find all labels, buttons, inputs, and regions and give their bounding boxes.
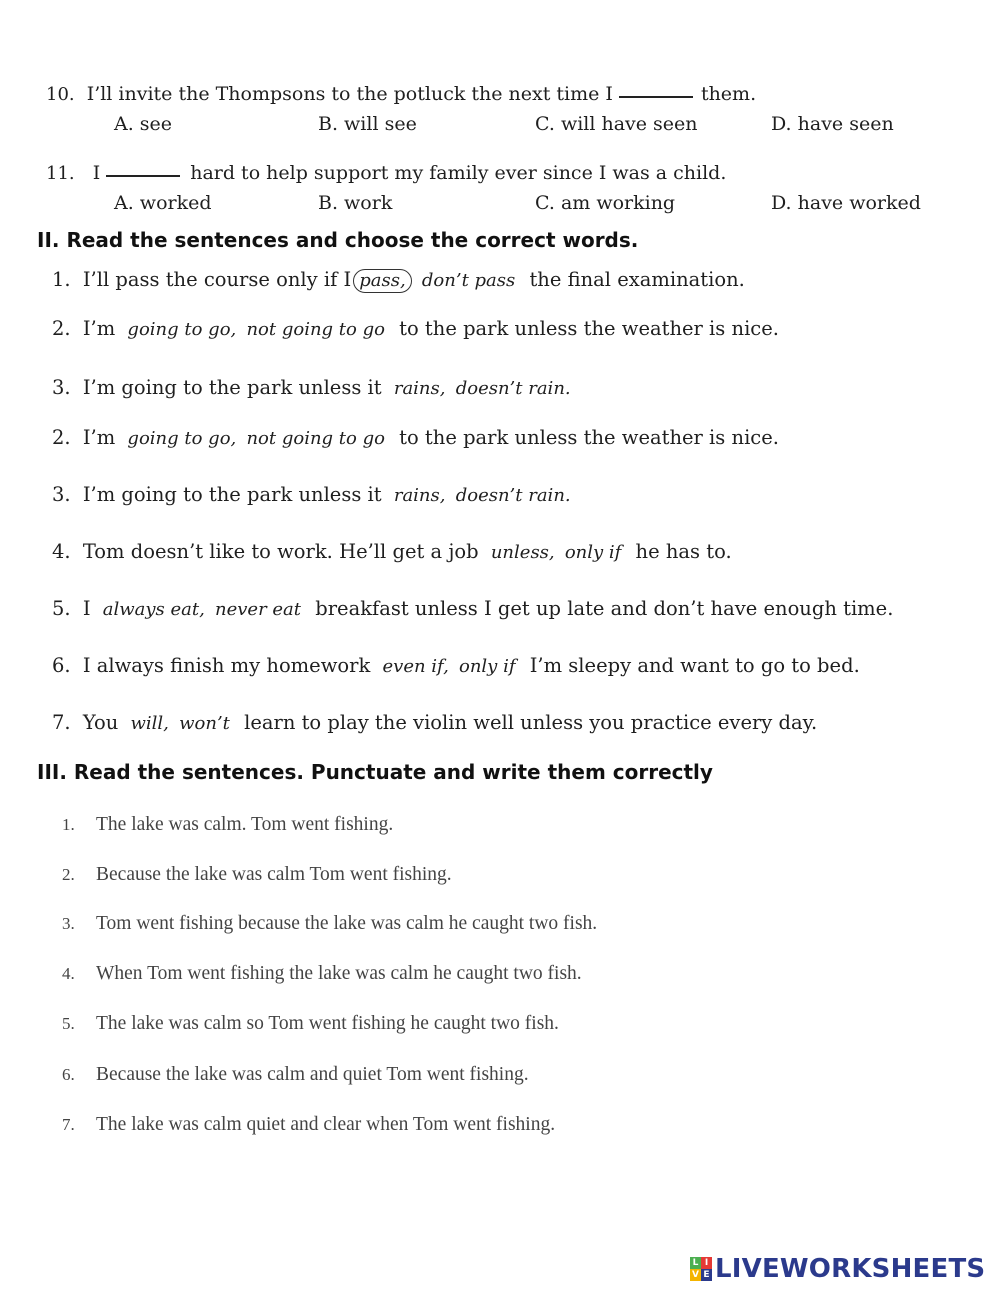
item-number: 6.: [52, 654, 71, 677]
section-2-item: [52, 654, 860, 677]
logo-letter: L: [690, 1257, 701, 1269]
choice-2[interactable]: only if: [564, 542, 622, 563]
section-2-item: [52, 426, 779, 449]
option-a[interactable]: A. see: [114, 113, 173, 135]
choice-2[interactable]: don’t pass: [421, 270, 516, 291]
item-number: 2.: [62, 865, 75, 884]
option-b[interactable]: B. will see: [318, 113, 417, 135]
section-2-item: [52, 317, 779, 340]
option-b[interactable]: B. work: [318, 192, 393, 214]
item-text-before: I’m: [82, 317, 116, 340]
item-number: 4.: [52, 540, 71, 563]
item-text-before: I always finish my homework: [82, 654, 371, 677]
section-2-item: [52, 711, 817, 734]
choice-1[interactable]: rains,: [393, 485, 446, 506]
sentence-text: Because the lake was calm and quiet Tom went fishing.: [96, 1064, 529, 1085]
section-2-item: [52, 597, 893, 620]
option-d[interactable]: D. have seen: [771, 113, 894, 135]
choice-2[interactable]: never eat: [215, 599, 302, 620]
section-3-heading: III. Read the sentences. Punctuate and write them correctly: [37, 760, 713, 784]
question-10: [46, 83, 756, 105]
section-3-item: [62, 864, 452, 886]
logo-text: LIVEWORKSHEETS: [715, 1254, 986, 1284]
choice-2[interactable]: doesn’t rain.: [455, 378, 571, 399]
sentence-text: The lake was calm. Tom went fishing.: [96, 814, 394, 835]
item-text-after: breakfast unless I get up late and don’t have enough time.: [315, 597, 894, 620]
logo-letter: E: [701, 1269, 712, 1281]
sentence-text: Because the lake was calm Tom went fishing.: [96, 864, 452, 885]
choice-1[interactable]: going to go,: [127, 428, 237, 449]
choice-2[interactable]: doesn’t rain.: [455, 485, 571, 506]
item-number: 5.: [62, 1014, 75, 1033]
item-text-before: I’ll pass the course only if I: [82, 268, 352, 291]
question-text-before: I’ll invite the Thompsons to the potluck the next time I: [86, 83, 613, 105]
item-text-before: You: [82, 711, 119, 734]
item-number: 6.: [62, 1065, 75, 1084]
item-number: 7.: [62, 1115, 75, 1134]
question-11: [46, 162, 726, 184]
choice-2[interactable]: only if: [459, 656, 516, 677]
item-text-before: I’m going to the park unless it: [82, 376, 382, 399]
section-3-item: [62, 814, 393, 836]
item-number: 2.: [52, 317, 71, 340]
answer-blank[interactable]: [106, 174, 180, 177]
item-text-after: to the park unless the weather is nice.: [399, 426, 779, 449]
choice-1[interactable]: rains,: [393, 378, 446, 399]
item-text-after: to the park unless the weather is nice.: [399, 317, 779, 340]
answer-blank[interactable]: [619, 95, 693, 98]
option-c[interactable]: C. will have seen: [535, 113, 698, 135]
item-text-before: I’m going to the park unless it: [82, 483, 382, 506]
section-3-item: [62, 963, 582, 985]
item-text-after: he has to.: [635, 540, 732, 563]
choice-1[interactable]: will,: [130, 713, 169, 734]
sentence-text: Tom went fishing because the lake was calm he caught two fish.: [96, 913, 598, 934]
section-3-item: [62, 1064, 529, 1086]
item-number: 3.: [52, 376, 71, 399]
question-text-after: hard to help support my family ever since I was a child.: [190, 162, 727, 184]
choice-2[interactable]: not going to go: [246, 428, 385, 449]
item-number: 1.: [62, 815, 75, 834]
section-2-item: [52, 268, 745, 293]
option-d[interactable]: D. have worked: [771, 192, 921, 214]
logo-letter: V: [690, 1269, 701, 1281]
item-number: 3.: [52, 483, 71, 506]
sentence-text: The lake was calm quiet and clear when Tom went fishing.: [96, 1114, 556, 1135]
question-number: 11.: [46, 163, 75, 184]
item-number: 4.: [62, 964, 75, 983]
item-text-after: the final examination.: [529, 268, 745, 291]
item-number: 1.: [52, 268, 71, 291]
choice-1[interactable]: even if,: [382, 656, 449, 677]
choice-1[interactable]: going to go,: [127, 319, 237, 340]
question-text-before: I: [92, 162, 101, 184]
section-3-item: [62, 1114, 555, 1136]
item-text-after: learn to play the violin well unless you practice every day.: [244, 711, 818, 734]
option-c[interactable]: C. am working: [535, 192, 676, 214]
item-number: 7.: [52, 711, 71, 734]
choice-2[interactable]: not going to go: [246, 319, 385, 340]
section-3-item: [62, 1013, 559, 1035]
item-text-before: Tom doesn’t like to work. He’ll get a job: [82, 540, 479, 563]
choice-1[interactable]: always eat,: [102, 599, 205, 620]
option-a[interactable]: A. worked: [114, 192, 212, 214]
sentence-text: The lake was calm so Tom went fishing he caught two fish.: [96, 1013, 559, 1034]
item-number: 3.: [62, 914, 75, 933]
item-text-before: I: [82, 597, 91, 620]
section-3-item: [62, 913, 597, 935]
choice-2[interactable]: won’t: [179, 713, 230, 734]
item-text-after: I’m sleepy and want to go to bed.: [529, 654, 860, 677]
sentence-text: When Tom went fishing the lake was calm he caught two fish.: [96, 963, 582, 984]
section-2-item: [52, 483, 571, 506]
section-2-item: [52, 540, 732, 563]
choice-1[interactable]: unless,: [490, 542, 555, 563]
item-text-before: I’m: [82, 426, 116, 449]
question-number: 10.: [46, 84, 75, 105]
section-2-heading: II. Read the sentences and choose the correct words.: [37, 228, 639, 252]
question-text-after: them.: [700, 83, 757, 105]
item-number: 2.: [52, 426, 71, 449]
liveworksheets-logo[interactable]: [690, 1254, 985, 1284]
section-2-item: [52, 376, 571, 399]
choice-1-circled[interactable]: pass,: [353, 269, 411, 293]
logo-letter: I: [701, 1257, 712, 1269]
logo-mark-icon: [690, 1257, 712, 1281]
item-number: 5.: [52, 597, 71, 620]
